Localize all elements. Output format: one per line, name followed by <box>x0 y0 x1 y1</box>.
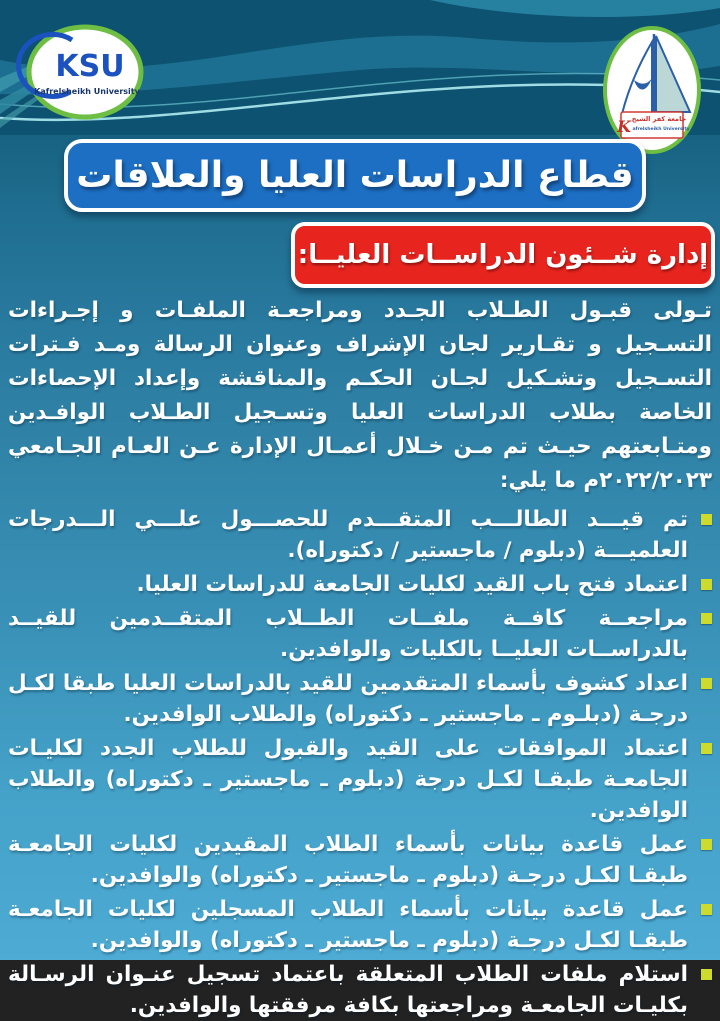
section-title: إدارة شــئون الدراســات العليــا: <box>297 240 709 270</box>
section-banner <box>291 222 715 288</box>
list-item <box>8 504 712 566</box>
list-item <box>8 959 712 1021</box>
bullet-square-icon <box>701 904 712 915</box>
bullet-square-icon <box>701 678 712 689</box>
emblem-name-plate <box>616 112 689 138</box>
list-item-text: عمل قاعدة بيانات بأسماء الطلاب المسجلين لكليات الجامعـة طبقـا لكـل درجـة (دبلوم ـ ماجستير ـ دكتوراه) والوافدين. <box>8 897 688 953</box>
duties-list <box>8 504 712 1021</box>
ksu-university-name: Kafrelsheikh University <box>34 87 140 96</box>
list-item-text: تم قيـــد الطالـــب المتقـــدم للحصـــول علـــي الـــدرجات العلميـــة (دبلوم / ماجستير / دكتوراه). <box>8 507 688 563</box>
list-item <box>8 668 712 730</box>
bullet-square-icon <box>701 839 712 850</box>
bullet-square-icon <box>701 969 712 980</box>
emblem-english-name: afrelsheikh University <box>632 127 690 132</box>
title-banner <box>64 139 646 212</box>
list-item <box>8 894 712 956</box>
bullet-square-icon <box>701 579 712 590</box>
list-item <box>8 569 712 600</box>
bullet-square-icon <box>701 743 712 754</box>
list-item-text: اعداد كشوف بأسماء المتقدمين للقيد بالدراسات العليا طبقا لكـل درجـة (دبلـوم ـ ماجستير ـ دكتوراه) والطلاب الوافدين. <box>8 671 688 727</box>
list-item-text: عمل قاعدة بيانات بأسماء الطلاب المقيدين لكليات الجامعـة طبقـا لكـل درجـة (دبلوم ـ ماجستير ـ دكتوراه) والوافدين. <box>8 832 688 888</box>
list-item-text: اعتماد فتح باب القيد لكليات الجامعة للدراسات العليا. <box>136 572 688 597</box>
ksu-acronym: KSU <box>55 49 125 84</box>
list-item <box>8 603 712 665</box>
list-item-text: اعتماد الموافقات على القيد والقبول للطلاب الجدد لكليـات الجامعـة طبقـا لكـل درجة (دبلوم ـ ماجستير ـ دكتوراه) والطلاب الوافدين. <box>8 736 688 823</box>
university-emblem <box>602 24 702 156</box>
page-title: قطاع الدراسات العليا والعلاقات <box>76 155 634 196</box>
body-content <box>8 294 712 1018</box>
emblem-letter: K <box>617 117 631 136</box>
list-item <box>8 733 712 826</box>
bullet-square-icon <box>701 514 712 525</box>
list-item <box>8 829 712 891</box>
emblem-arabic-name: جامعة كفر الشيخ <box>631 115 687 123</box>
list-item-text: مراجعــة كافــة ملفــات الطــلاب المتقــدمين للقيــد بالدراســات العليــا بالكليات والوافدين. <box>8 606 688 662</box>
intro-paragraph: تـولى قبـول الطـلاب الجـدد ومراجعـة الملفـات و إجـراءات التسـجيل و تقـارير لجان الإشراف وعنوان الرسالة ومـد فـترات التسـجيل وتشـكيل لجـان الحكـم والمناقشة وإعداد الإحصاءات الخاصة بطلاب الدراسات العليا وتسـجيل الطـلاب الوافـدين ومتـابعتهم حيـث تم مـن خـلال أعمـال الإدارة عـن العـام الجـامعي ٢٠٢٢/٢٠٢٣م ما يلي: <box>8 298 712 493</box>
list-item-text: استلام ملفات الطلاب المتعلقة باعتماد تسجيل عنـوان الرسـالة بكليـات الجامعـة ومراجعتها بكافة مرفقتها والوافدين. <box>8 962 688 1018</box>
ksu-logo <box>26 24 144 120</box>
bullet-square-icon <box>701 613 712 624</box>
